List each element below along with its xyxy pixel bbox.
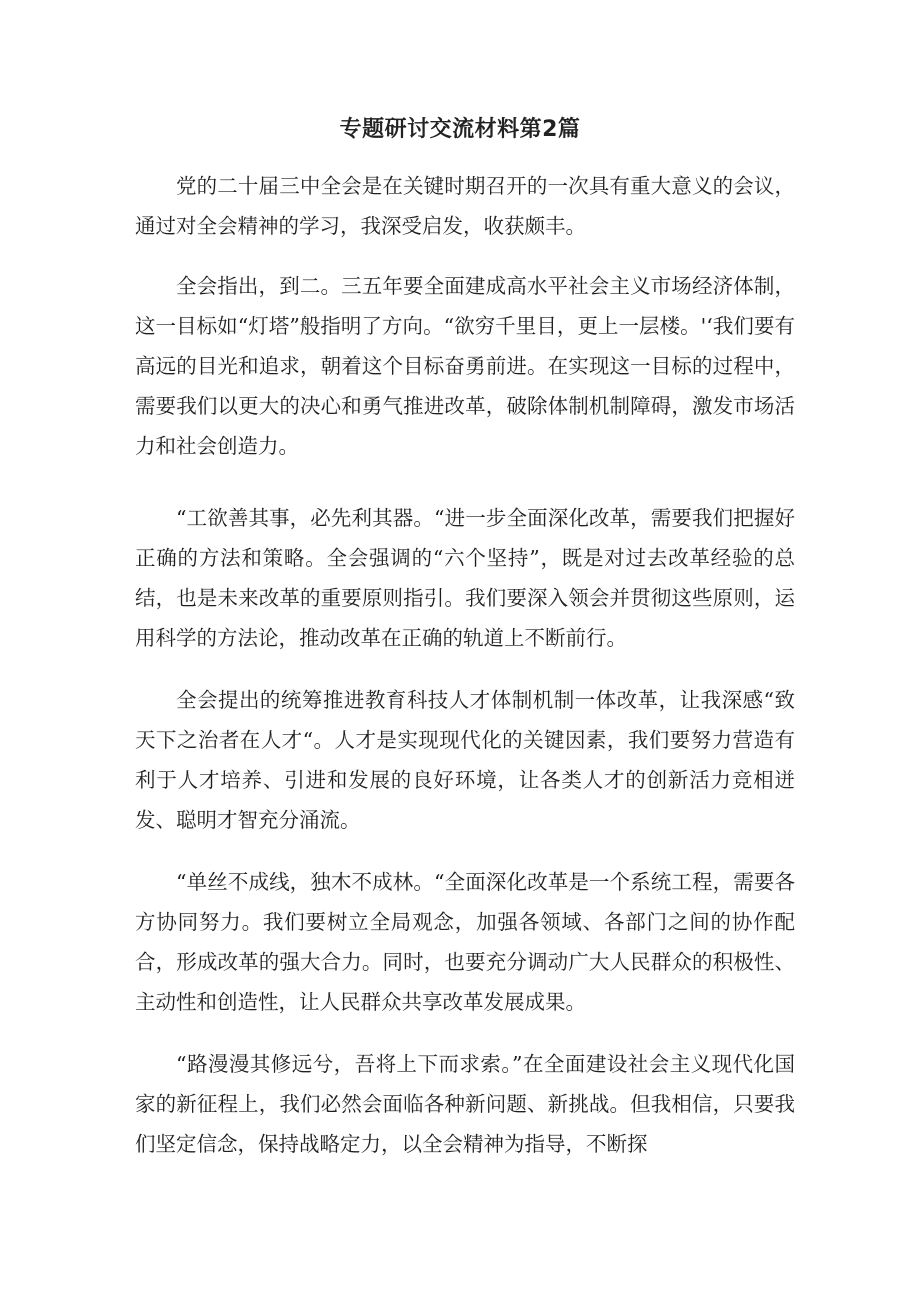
paragraph-6: “路漫漫其修远兮，吾将上下而求索。”在全面建设社会主义现代化国家的新征程上，我们必然会面临各种新问题、新挑战。但我相信，只要我们坚定信念，保持战略定力，以全会精神为指导，不断探 — [135, 1052, 795, 1156]
paragraph-5: “单丝不成线，独木不成林。“全面深化改革是一个系统工程，需要各方协同努力。我们要树立全局观念，加强各领域、各部门之间的协作配合，形成改革的强大合力。同时，也要充分调动广大人民群众的积极性、主动性和创造性，让人民群众共享改革发展成果。 — [135, 870, 795, 1014]
paragraph-4: 全会提出的统筹推进教育科技人才体制机制一体改革，让我深感“致天下之治者在人才“。人才是实现现代化的关键因素，我们要努力营造有利于人才培养、引进和发展的良好环境，让各类人才的创新活力竞相迸发、聪明才智充分涌流。 — [135, 688, 795, 832]
paragraph-1: 党的二十届三中全会是在关键时期召开的一次具有重大意义的会议，通过对全会精神的学习，我深受启发，收获颇丰。 — [135, 174, 795, 238]
document-title: 专题研讨交流材料第2篇 — [339, 117, 581, 142]
paragraph-2: 全会指出，到二。三五年要全面建成高水平社会主义市场经济体制，这一目标如“灯塔”般指明了方向。“欲穷千里目，更上一层楼。'‘我们要有高远的目光和追求，朝着这个目标奋勇前进。在实现这一目标的过程中，需要我们以更大的决心和勇气推进改革，破除体制机制障碍，激发市场活力和社会创造力。 — [135, 274, 795, 458]
paragraph-3: “工欲善其事，必先利其器。“进一步全面深化改革，需要我们把握好正确的方法和策略。全会强调的“六个坚持”，既是对过去改革经验的总结，也是未来改革的重要原则指引。我们要深入领会并贯彻这些原则，运用科学的方法论，推动改革在正确的轨道上不断前行。 — [135, 506, 795, 650]
